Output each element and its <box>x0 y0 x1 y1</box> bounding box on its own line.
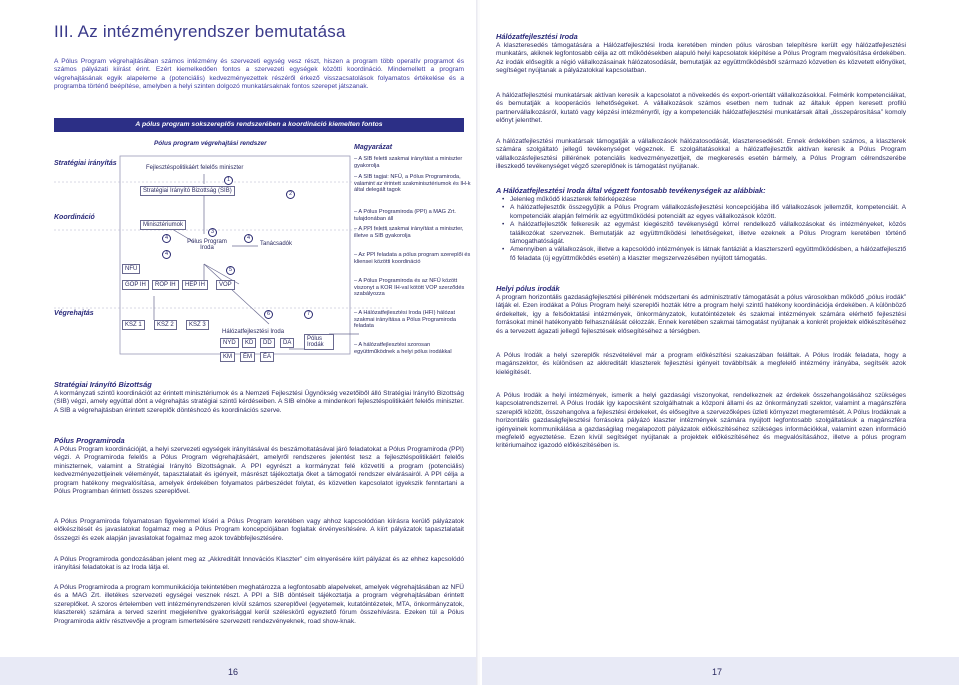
legend-item-3: – A Pólus Programiroda (PPI) a MAG Zrt. tulajdonában áll <box>354 209 456 222</box>
level-coordination: Koordináció <box>54 214 95 221</box>
paragraph-4: A Pólus Programiroda gondozásában jelent meg az „Akkreditált Innovációs Klaszter” cím elnyerésére kiírt pályázat és az ehhez kapcsolódó irányítási feladatokat is az Iroda látja el. <box>54 556 464 572</box>
level-execution: Végrehajtás <box>54 310 94 317</box>
diagram-banner: A pólus program sokszereplős rendszerében a koordináció kiemelten fontos <box>54 118 464 132</box>
list-item: • A hálózatfejlesztők összegyűjtik a Pólus Program vállalkozásfejlesztési koncepciójába illő vállalkozások jellemzőit, kompetenciáit. A kompetenciák alapján felmérik az együttműködési potenciált az egyes vállalkozások között. <box>502 204 906 221</box>
hfi-heading: Hálózatfejlesztési Iroda <box>496 32 578 41</box>
hfi-box: Hálózatfejlesztési Iroda <box>222 329 285 335</box>
marker-4c: 4 <box>162 250 171 259</box>
marker-7: 7 <box>304 310 313 319</box>
diagram-top-label: Pólus program végrehajtási rendszer <box>154 140 267 147</box>
legend-item-5b: – A Pólus Programiroda és az NFÜ között viszonyt a KOR IH-val kötött VOP szerződés szabályozza <box>354 278 465 298</box>
hfi-list-heading: A Hálózatfejlesztési Iroda által végzett fontosabb tevékenységek az alábbiak: <box>496 186 766 195</box>
legend-item-2: – A SIB tagjai: NFÜ, a Pólus Programiroda, valamint az érintett szakminisztériumok és IH-k által delegált tagok <box>354 174 471 194</box>
sib-heading: Stratégiai Irányító Bizottság <box>54 380 152 389</box>
pi-paragraph-3: A Pólus Irodák a helyi intézmények, ismerik a helyi gazdasági viszonyokat, rendelkeznek az érdekek összehangolásához szükséges kapcsolatrendszerrel. A Pólus Irodák így kapocsként szolgálhatnak a közponi állami és az önkormányzati szektor, valamint a magánszféra szereplői között, összehangolva a fejlesztési érdekeket, és elősegítve a szervezőképes üzleti környezet megteremtését. A Pólus Irodáknak a horizontális gazdaságfejlesztési forrásokra pályázó klaszter intézmények számára nyújtott legfontosabb szolgáltatásuk a magánszféra igényeinek kommunikálása a gazdaságilag megalapozott pályázatok előkészítéséhez szükséges információkkal, valamint ezen információ megfelelő egyeztetése. Ezen kívül segítséget nyújtanak a projektek előkészítéséhez és megvalósításához, illetve a pólus program kritériumaihoz igazodó előkészítésében is. <box>496 392 906 450</box>
legend-item-7: – A hálózatfejlesztési szorosan együttműködnek a helyi pólus irodákkal <box>354 342 452 355</box>
rop-ih-box: ROP IH <box>152 280 179 290</box>
legend-item-4: – A PPI feletti szakmai irányítást a miniszter, illetve a SIB gyakorolja <box>354 226 464 239</box>
vop-box: VOP <box>216 280 235 290</box>
intro-paragraph: A Pólus Program végrehajtásában számos intézmény és szervezeti egység vesz részt, hiszen a program több operatív programot és számos pályázati kiírást érint. Ezért kiemelkedően fontos a szervezeti egységek közötti koordináció. Mindemellett a program végrehajtásának egyik alapeleme a (potenciális) kedvezményezettek részéről érkező visszacsatolások folyamatos értékelése és a programba történő beépítése, amelyben a helyi szinten dolgozó munkatársaknak fontos szerepet játszanak. <box>54 58 464 91</box>
pi-paragraph-2: A Pólus Irodák a helyi szereplők részvételével már a program előkészítési szakaszában felálltak. A Pólus Irodák feladata, hogy a magánszektor, és különösen az akkreditált klaszterek fejlesztési igényeit továbbítsák a megfelelő intézmény irányába, segítsék azok kielégítését. <box>496 352 906 376</box>
hfi-unit-kd: KD <box>242 338 256 348</box>
minister-box: Fejlesztéspolitikáért felelős miniszter <box>146 165 244 171</box>
polus-irodak-heading: Helyi pólus irodák <box>496 284 560 293</box>
hfi-activity-list <box>502 196 906 263</box>
tanacsadok-box: Tanácsadók <box>260 241 293 247</box>
polus-irodak-box: Pólus Irodák <box>304 334 334 350</box>
ministries-box: Minisztériumok <box>140 220 186 230</box>
paragraph-5: A Pólus Programiroda a program kommunikációja tekintetében meghatározza a legfontosabb alapelveket, amelyek végrehajtásában az NFÜ és a MAG Zrt. illetékes szervezeti egységei vesznek részt. A PPI a SIB döntéseit tájékoztatja a program végrehajtásában érintett szereplőket. A szoros értelemben vett intézményrendszeren kívül számos szereplővel (egyetemek, kutatóintézetek, MTA, önkormányzatok, klaszterek) számára a terved szerint megjelenítve gyakorisággal kerül széleskörű egyeztető fórum összehívásra. Ezeken túl a Pólus Programiroda aktív résztvevője a program ismertetésére szervezett rendezvényeknek, road show-knak. <box>54 584 464 625</box>
hfi-paragraph-3: A hálózatfejlesztési munkatársak támogatják a vállalkozások hálózatosodását, klaszteresedését. Ennek érdekében számos, a klaszterek számára szolgáltató jellegű tevékenységet végeznek. E szolgáltatásokkal a hálózatfejlesztők aktívan keresik a Pólus Program vállalkozásfejlesztési pillérének potenciális kedvezményezettjeit, de megkeresés esetén bármely, a Pólus Program célrendszerébe illeszkedő tevékenységet végző szereplőnek is támogatást nyújtanak. <box>496 138 906 171</box>
gop-ih-box: GOP IH <box>122 280 149 290</box>
legend-item-5: – Az PPI feladata a pólus program szereplői és kliensei közötti koordináció <box>354 252 471 265</box>
list-item: • A hálózatfejlesztők felkeresik az egymást kiegészítő tevékenységű körrel rendelkező vállalkozásokat és intézményeket, közös találkozókat szerveznek. Bemutatják az együttműködési lehetőségeket, illetve ezeknek a Pólus Program keretében történő támogathatóságát. <box>502 221 906 246</box>
marker-5: 5 <box>226 266 235 275</box>
ksz-3-box: KSZ 3 <box>186 320 209 330</box>
marker-3: 3 <box>208 228 217 237</box>
ppi-heading: Pólus Programiroda <box>54 436 125 445</box>
sib-paragraph: A kormányzati szintű koordinációt az érintett minisztériumok és a Nemzeti Fejlesztési Ügynökség vezetőiből álló Stratégiai Irányító Bizottság (SIB) végzi, amely egyúttal dönt a végrehajtás stratégiai szintű kérdéseiben. A SIB elnöke a mindenkori fejlesztéspolitikáért felelős miniszter. A SIB a végrehajtásban érintett szereplők döntéshozó és koordinációs szerve. <box>54 390 464 414</box>
right-page <box>480 0 959 685</box>
marker-4b: 4 <box>244 234 253 243</box>
hep-ih-box: HEP IH <box>182 280 208 290</box>
hfi-paragraph-2: A hálózatfejlesztési munkatársak aktívan keresik a kapcsolatot a növekedés és export-orientált vállalkozásokkal. Felmérik kompetenciáikat, és bemutatják a kooperációs lehetőségeket. A vállalkozások számos esetben nem tudnak az általuk éppen keresett profilú partnervállalkozásról, kutató vagy képzési intézményről, így a kompetenciák hálózatfejlesztési munkatársak általi „összepárosítása” komoly előnyt jelenthet. <box>496 92 906 125</box>
legend-item-1: – A SIB feletti szakmai irányítást a miniszter gyakorolja <box>354 156 463 169</box>
list-item: • Jelenleg működő klaszterek feltérképezése <box>502 196 906 204</box>
legend-item-6: – A Hálózatfejlesztési Iroda (HFI) hálózat szakmai irányítása a Pólus Programiroda feladata <box>354 310 456 330</box>
hfi-unit-nyd: NYD <box>220 338 239 348</box>
ppi-paragraph: A Pólus Program koordinációját, a helyi szervezeti egységek irányításával és beszámoltatásával járó feladatokat a Pólus Programiroda (PPI) végzi. A Programiroda felelős a Pólus Program végrehajtásáért, amelyről rendszeres jelentést tesz a fejlesztéspolitikáért felelős miniszternek, valamint a Stratégiai Irányító Bizottságnak. A PPI egyrészt a kormányzat felé közvetíti a program (potenciális) kedvezményezettjeinek véleményét, tapasztalatait és igényeit, másrészt tájékoztatja őket a támogatói rendszer elvárásairól. A PPI célja a program hatékony megvalósítása, amelyek érdekében folyamatos párbeszédet folytat, és közvetlen kapcsolatot igyekszik fenntartani a Pólus Programban érintett összes szereplővel. <box>54 446 464 496</box>
legend-title: Magyarázat <box>354 144 393 151</box>
page-number-left: 16 <box>228 667 239 677</box>
level-strategic: Stratégiai irányítás <box>54 160 117 167</box>
hfi-paragraph-1: A klaszteresedés támogatására a Hálózatfejlesztési Iroda keretében minden pólus városban telepítésre került egy hálózatfejlesztési munkatárs, akiknek legfontosabb célja az ott működésekben alapuló helyi kapcsolatok kiépítése a Pólus Program megvalósítása érdekében. Az irodák elősegítik a régió vállalkozásainak hálózatosodását, bemutatják az együttműködésből származó közvetlen és közvetett előnyöket, segítséget nyújtanak a pályázatokkal kapcsolatban. <box>496 42 906 75</box>
marker-2: 2 <box>286 190 295 199</box>
left-page <box>0 0 478 685</box>
sib-box: Stratégiai Irányító Bizottság (SIB) <box>140 186 235 196</box>
hfi-unit-dd: DD <box>260 338 275 348</box>
nfu-box: NFÜ <box>122 264 140 274</box>
list-item: • Amennyiben a vállalkozások, illetve a kapcsolódó intézmények is látnak fantáziát a klaszterszerű együttműködésben, a hálózatfejlesztő fő feladata (új együttműködés esetén) a klaszter megszervezésében nyújtott támogatás. <box>502 246 906 263</box>
hfi-unit-da: DA <box>280 338 294 348</box>
org-diagram <box>54 134 471 374</box>
pi-paragraph-1: A program horizontális gazdaságfejlesztési pillérének módszertani és adminisztratív támogatását a pólus városokban működő „pólus irodák” látják el. Ezen irodákat a Pólus Program helyi szereplői hozták létre a program helyi szintű hatékony koordinációja érdekében. A különböző érdekeltek, így a felsőoktatási intézmények, önkormányzatok, kutatóintézetek és szakmai intézmények számára elérhető fejlesztési forrásokat minél hatékonyabb felhasználását célozzák. Ennek keretében szakmai támogatást nyújtanak a konkrét projektek előkészítéséhez és a tervezett ágazati jellegű fejlesztések elősegítéséhez a térségben. <box>496 294 906 335</box>
paragraph-3: A Pólus Programiroda folyamatosan figyelemmel kíséri a Pólus Program keretében vagy ahhoz kapcsolódóan kiírásra kerülő pályázatok előkészítését és javaslatokat fogalmaz meg a Pólus Program koncepciójában foglaltak érvényesítésére. A kiírt pályázatok tapasztalatait összegzi és ezek alapján javaslatokat fogalmaz meg azok továbbfejlesztésére. <box>54 518 464 542</box>
marker-1: 1 <box>224 176 233 185</box>
marker-4a: 4 <box>162 234 171 243</box>
polus-iroda-box: Pólus Program Iroda <box>187 239 227 251</box>
page-title: III. Az intézményrendszer bemutatása <box>54 22 346 41</box>
marker-6: 6 <box>264 310 273 319</box>
page-number-right: 17 <box>712 667 723 677</box>
hfi-unit-em: ÉM <box>240 352 255 362</box>
ksz-1-box: KSZ 1 <box>122 320 145 330</box>
ksz-2-box: KSZ 2 <box>154 320 177 330</box>
hfi-unit-km: KM <box>220 352 235 362</box>
hfi-unit-ea: ÉA <box>260 352 274 362</box>
